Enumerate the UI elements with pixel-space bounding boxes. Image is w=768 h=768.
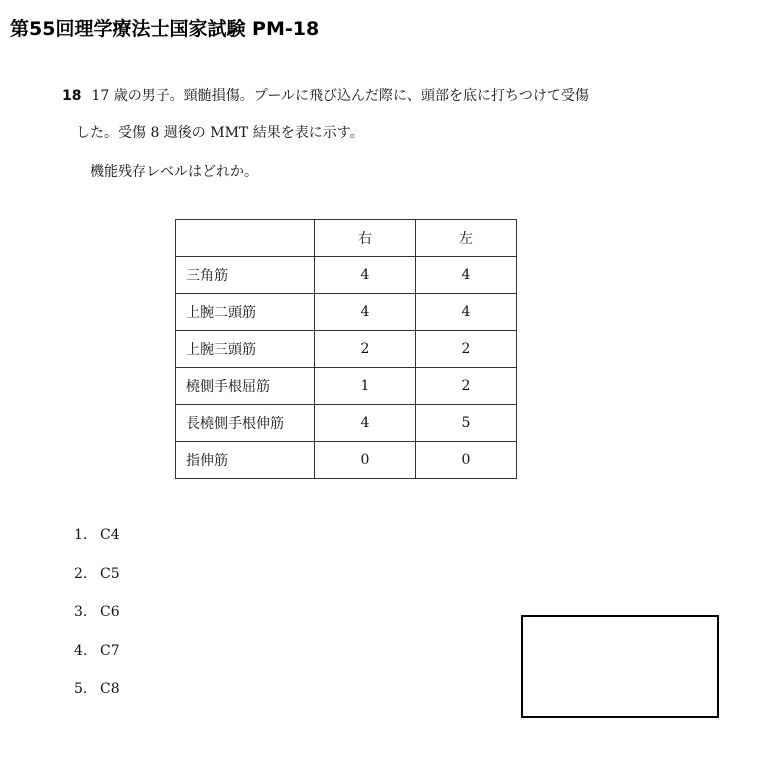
choice-label: C6	[100, 604, 120, 620]
choice-label: C8	[100, 681, 120, 697]
choice-5[interactable]	[74, 681, 120, 697]
table-row	[176, 442, 517, 479]
choice-number: 2.	[74, 566, 88, 582]
choice-3[interactable]	[74, 604, 120, 620]
table-row	[176, 294, 517, 331]
header-cell-left: 左	[416, 220, 517, 257]
page-title: 第55回理学療法士国家試験 PM-18	[10, 18, 320, 40]
table-row	[176, 405, 517, 442]
header-cell-blank	[176, 220, 315, 257]
question-text-1: 17 歳の男子。頸髄損傷。プールに飛び込んだ際に、頭部を底に打ちつけて受傷	[91, 88, 589, 104]
answer-box	[521, 615, 719, 718]
mmt-right: 1	[315, 368, 416, 405]
muscle-name: 上腕二頭筋	[176, 294, 315, 331]
table-row	[176, 257, 517, 294]
mmt-left: 5	[416, 405, 517, 442]
choice-number: 3.	[74, 604, 88, 620]
table-row	[176, 368, 517, 405]
question-number: 18	[62, 88, 82, 104]
muscle-name: 三角筋	[176, 257, 315, 294]
mmt-table	[175, 219, 517, 479]
choice-number: 5.	[74, 681, 88, 697]
muscle-name: 橈側手根屈筋	[176, 368, 315, 405]
choice-label: C5	[100, 566, 120, 582]
mmt-left: 2	[416, 331, 517, 368]
mmt-right: 4	[315, 294, 416, 331]
table-header-row	[176, 220, 517, 257]
question-line-1	[62, 86, 589, 106]
mmt-left: 4	[416, 294, 517, 331]
choice-label: C4	[100, 527, 120, 543]
choice-4[interactable]	[74, 643, 120, 659]
muscle-name: 長橈側手根伸筋	[176, 405, 315, 442]
question-line-3: 機能残存レベルはどれか。	[90, 164, 258, 180]
mmt-right: 4	[315, 405, 416, 442]
choice-label: C7	[100, 643, 120, 659]
mmt-left: 4	[416, 257, 517, 294]
mmt-right: 2	[315, 331, 416, 368]
mmt-right: 0	[315, 442, 416, 479]
muscle-name: 指伸筋	[176, 442, 315, 479]
choice-2[interactable]	[74, 566, 120, 582]
mmt-left: 0	[416, 442, 517, 479]
mmt-right: 4	[315, 257, 416, 294]
choice-1[interactable]	[74, 527, 120, 543]
choice-number: 4.	[74, 643, 88, 659]
header-cell-right: 右	[315, 220, 416, 257]
muscle-name: 上腕三頭筋	[176, 331, 315, 368]
mmt-left: 2	[416, 368, 517, 405]
question-line-2: した。受傷 8 週後の MMT 結果を表に示す。	[76, 125, 364, 141]
choice-number: 1.	[74, 527, 88, 543]
table-row	[176, 331, 517, 368]
